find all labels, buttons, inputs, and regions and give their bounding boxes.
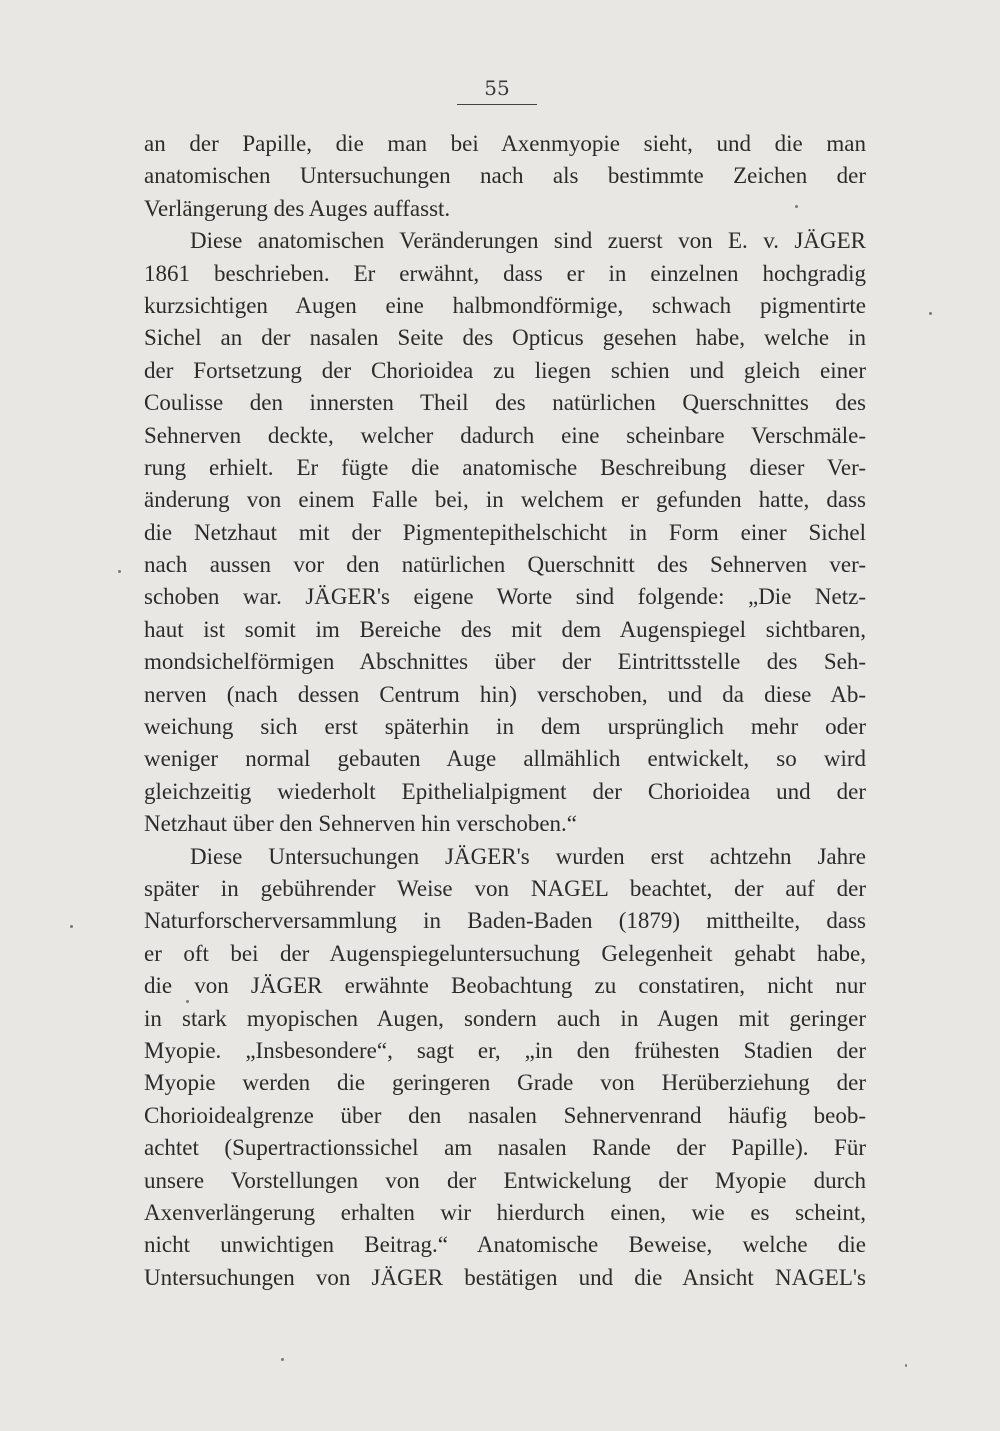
text-line: haut ist somit im Bereiche des mit dem Augenspiegel sichtbaren, <box>144 616 866 642</box>
text-line: die von JÄGER erwähnte Beobachtung zu constatiren, nicht nur <box>144 973 866 999</box>
page-number: 55 <box>457 76 537 105</box>
text-line: die Netzhaut mit der Pigmentepithelschicht in Form einer Sichel <box>144 519 866 545</box>
text-line: mondsichelförmigen Abschnittes über der Eintrittsstelle des Seh- <box>144 649 866 675</box>
text-line: Axenverlängerung erhalten wir hierdurch einen, wie es scheint, <box>144 1199 866 1225</box>
text-line: an der Papille, die man bei Axenmyopie sieht, und die man <box>144 131 866 156</box>
scan-speck <box>795 205 798 208</box>
text-line: nerven (nach dessen Centrum hin) verschoben, und da diese Ab- <box>144 681 866 707</box>
text-line: Netzhaut über den Sehnerven hin verschoben.“ <box>144 811 578 837</box>
text-line: anatomischen Untersuchungen nach als bestimmte Zeichen der <box>144 163 866 189</box>
text-line: Untersuchungen von JÄGER bestätigen und die Ansicht NAGEL's <box>144 1264 866 1290</box>
text-line: unsere Vorstellungen von der Entwickelung der Myopie durch <box>144 1167 866 1193</box>
text-line: rung erhielt. Er fügte die anatomische Beschreibung dieser Ver- <box>144 454 866 480</box>
text-line: Myopie werden die geringeren Grade von Herüberziehung der <box>144 1070 866 1096</box>
text-line: Myopie. „Insbesondere“, sagt er, „in den frühesten Stadien der <box>144 1037 866 1063</box>
text-line: er oft bei der Augenspiegeluntersuchung Gelegenheit gehabt habe, <box>144 940 866 966</box>
text-line: änderung von einem Falle bei, in welchem er gefunden hatte, dass <box>144 487 866 513</box>
text-line: achtet (Supertractionssichel am nasalen Rande der Papille). Für <box>144 1135 866 1161</box>
scan-speck <box>905 1364 907 1367</box>
scan-speck <box>186 1000 189 1003</box>
text-line: in stark myopischen Augen, sondern auch in Augen mit geringer <box>144 1005 866 1031</box>
body-text <box>144 128 866 1294</box>
text-line: Chorioidealgrenze über den nasalen Sehnervenrand häufig beob- <box>144 1102 866 1128</box>
text-line: Sehnerven deckte, welcher dadurch eine scheinbare Verschmäle- <box>144 422 866 448</box>
scan-speck <box>281 1358 284 1361</box>
text-line: gleichzeitig wiederholt Epithelialpigment der Chorioidea und der <box>144 778 866 804</box>
scan-speck <box>929 312 932 315</box>
text-line: der Fortsetzung der Chorioidea zu liegen schien und gleich einer <box>144 357 866 383</box>
text-line: Diese anatomischen Veränderungen sind zuerst von E. v. JÄGER <box>190 228 866 254</box>
text-line: Coulisse den innersten Theil des natürlichen Querschnittes des <box>144 390 866 416</box>
text-line: Sichel an der nasalen Seite des Opticus gesehen habe, welche in <box>144 325 866 351</box>
text-line: Diese Untersuchungen JÄGER's wurden erst achtzehn Jahre <box>190 843 866 869</box>
text-line: Naturforscherversammlung in Baden-Baden (1879) mittheilte, dass <box>144 908 866 934</box>
text-line: weichung sich erst späterhin in dem ursprünglich mehr oder <box>144 714 866 740</box>
text-line: Verlängerung des Auges auffasst. <box>144 195 451 221</box>
scan-speck <box>70 925 73 928</box>
text-line: nicht unwichtigen Beitrag.“ Anatomische Beweise, welche die <box>144 1232 866 1258</box>
text-line: 1861 beschrieben. Er erwähnt, dass er in einzelnen hochgradig <box>144 260 866 286</box>
text-line: schoben war. JÄGER's eigene Worte sind folgende: „Die Netz- <box>144 584 866 610</box>
text-line: später in gebührender Weise von NAGEL beachtet, der auf der <box>144 875 866 901</box>
text-line: kurzsichtigen Augen eine halbmondförmige, schwach pigmentirte <box>144 292 866 318</box>
text-line: weniger normal gebauten Auge allmählich entwickelt, so wird <box>144 746 866 772</box>
scan-speck <box>118 570 121 573</box>
text-line: nach aussen vor den natürlichen Querschnitt des Sehnerven ver- <box>144 552 866 578</box>
